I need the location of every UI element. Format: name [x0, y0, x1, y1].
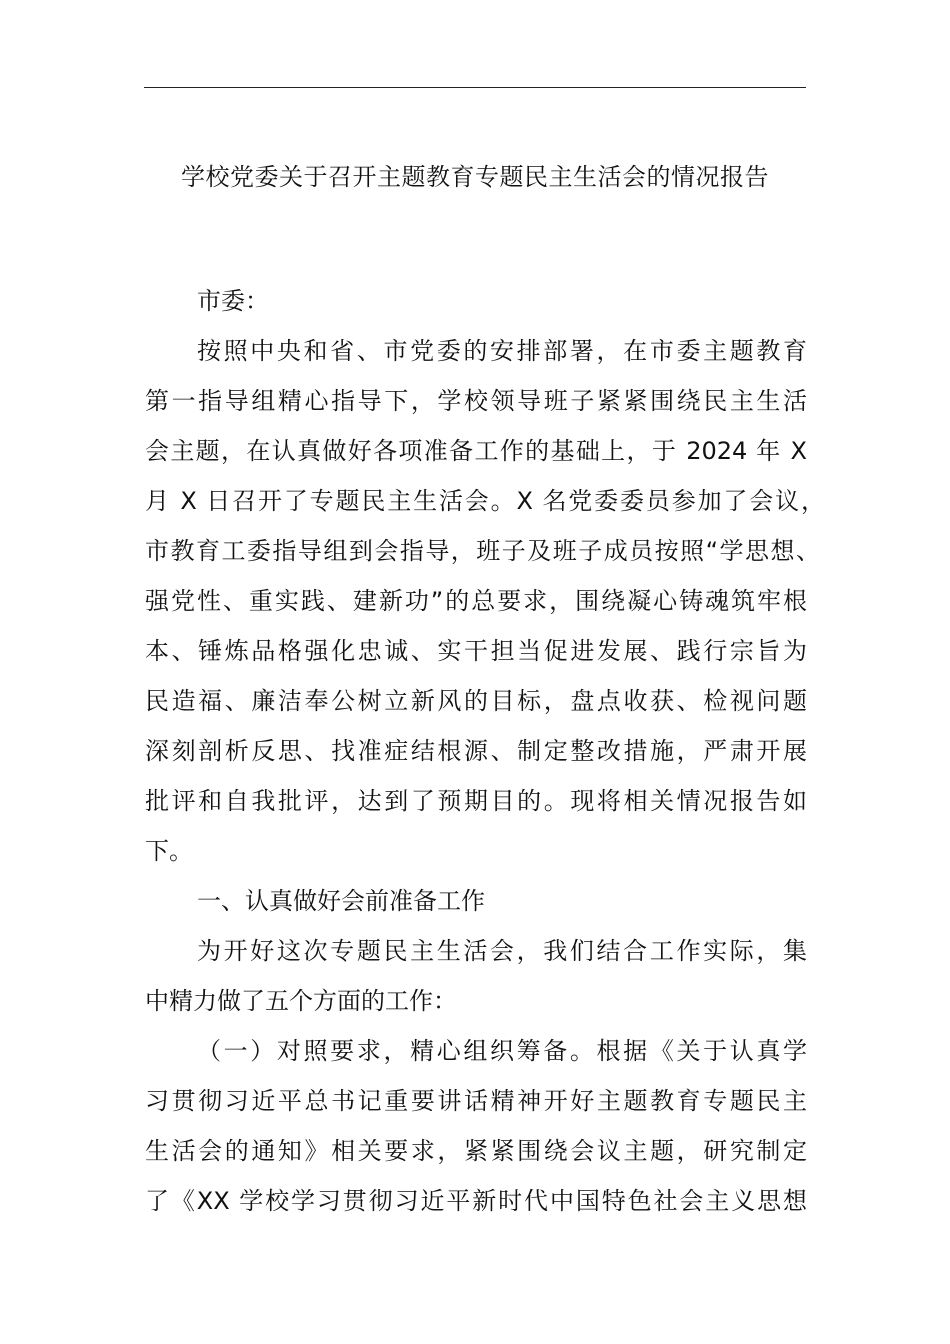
body-line: 月 X 日召开了专题民主生活会。X 名党委委员参加了会议，	[145, 487, 825, 515]
body-line: 第一指导组精心指导下，学校领导班子紧紧围绕民主生活	[145, 387, 807, 415]
body-line: 下。	[145, 837, 193, 865]
subsection-line: （一）对照要求，精心组织筹备。根据《关于认真学	[197, 1037, 807, 1065]
header-rule	[144, 87, 806, 88]
body-line: 了《XX 学校学习贯彻习近平新时代中国特色社会主义思想	[145, 1187, 807, 1215]
body-line: 强党性、重实践、建新功”的总要求，围绕凝心铸魂筑牢根	[145, 587, 807, 615]
body-line: 民造福、廉洁奉公树立新风的目标，盘点收获、检视问题	[145, 687, 807, 715]
body-line: 会主题，在认真做好各项准备工作的基础上，于 2024 年 X	[145, 437, 807, 465]
body-line: 生活会的通知》相关要求，紧紧围绕会议主题，研究制定	[145, 1137, 807, 1165]
body-line: 深刻剖析反思、找准症结根源、制定整改措施，严肃开展	[145, 737, 807, 765]
body-line: 本、锤炼品格强化忠诚、实干担当促进发展、践行宗旨为	[145, 637, 807, 665]
salutation: 市委：	[197, 287, 269, 315]
document-title: 学校党委关于召开主题教育专题民主生活会的情况报告	[181, 163, 769, 191]
body-line: 市教育工委指导组到会指导，班子及班子成员按照“学思想、	[145, 537, 820, 565]
section-heading: 一、认真做好会前准备工作	[197, 887, 485, 915]
body-line: 中精力做了五个方面的工作：	[145, 987, 457, 1015]
body-line: 习贯彻习近平总书记重要讲话精神开好主题教育专题民主	[145, 1087, 807, 1115]
body-line: 批评和自我批评，达到了预期目的。现将相关情况报告如	[145, 787, 807, 815]
body-line: 为开好这次专题民主生活会，我们结合工作实际，集	[197, 937, 807, 965]
body-line: 按照中央和省、市党委的安排部署，在市委主题教育	[197, 337, 807, 365]
document-body	[145, 276, 825, 1226]
